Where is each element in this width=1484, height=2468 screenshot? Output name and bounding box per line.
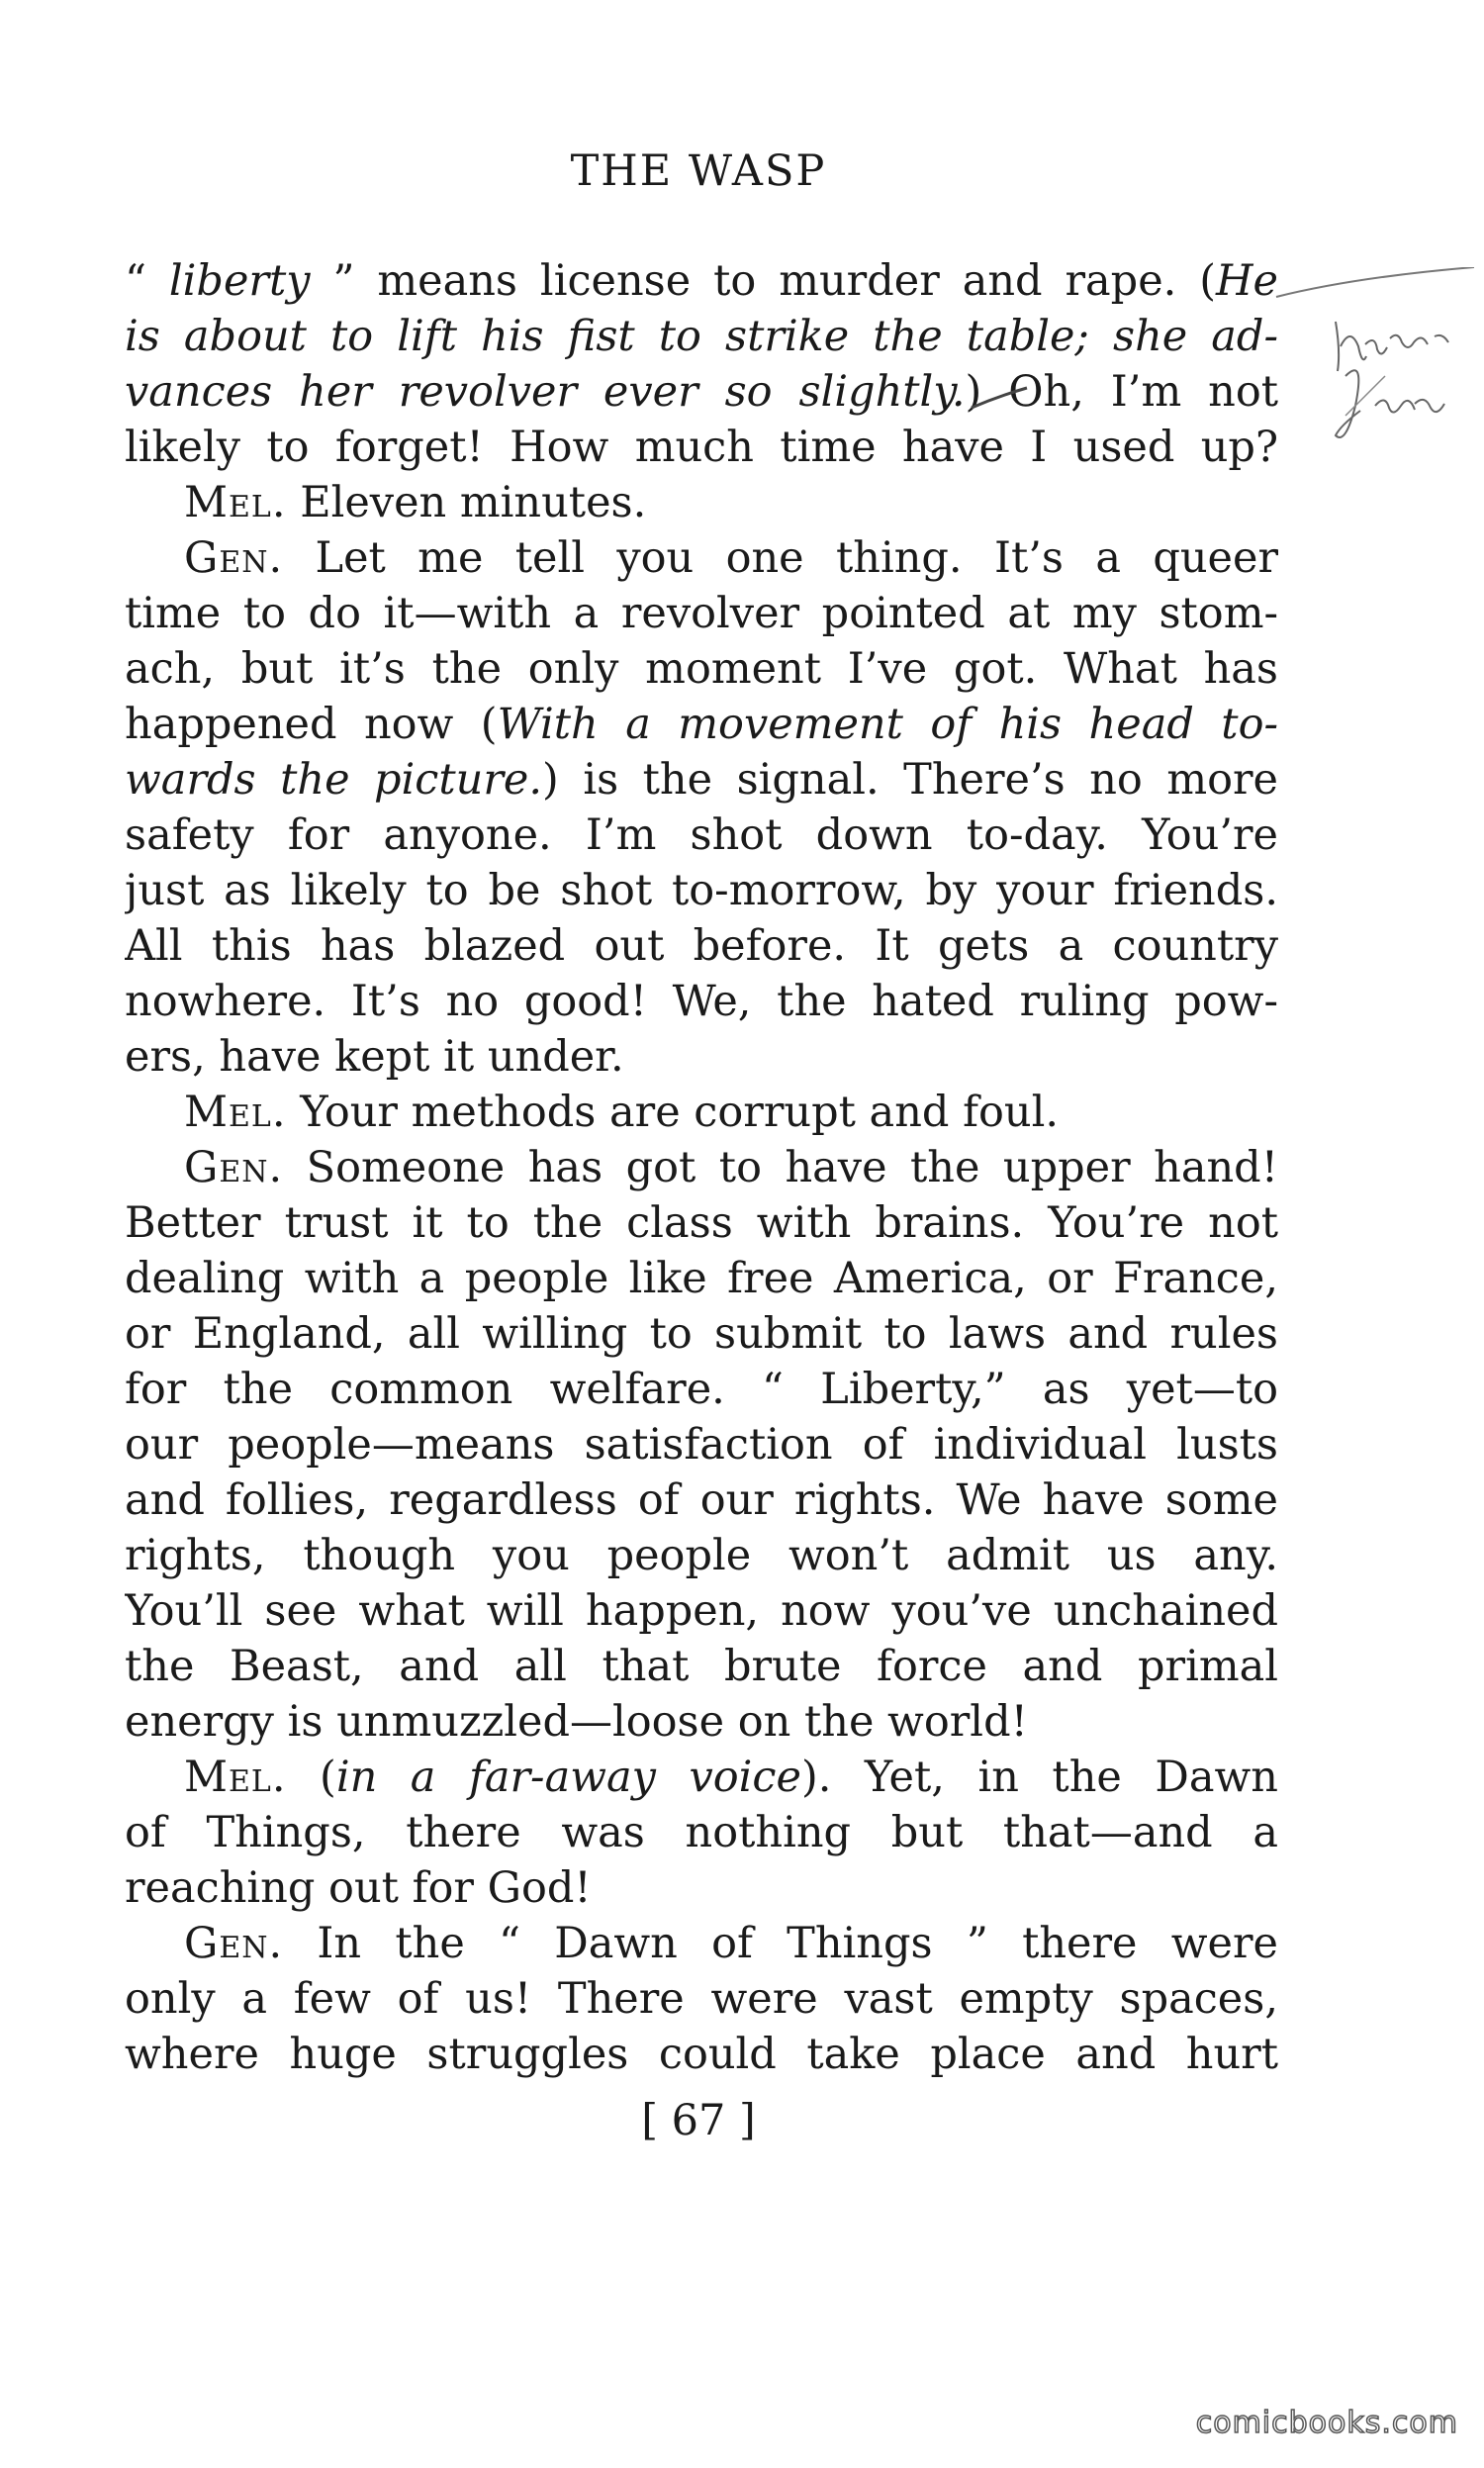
- dialogue-text: where huge struggles could take place and hurt: [125, 2030, 1278, 2079]
- text-line: [125, 1472, 1278, 1528]
- text-line: [125, 1528, 1278, 1583]
- text-line: [125, 1251, 1278, 1306]
- text-line: [125, 1639, 1278, 1694]
- text-line: [125, 1971, 1278, 2027]
- dialogue-text: You’ll see what will happen, now you’ve unchained: [125, 1586, 1278, 1636]
- dialogue-text: ) is the signal. There’s no more: [542, 755, 1278, 805]
- text-line: [125, 364, 1278, 420]
- dialogue-text: ) Oh, I’m not: [965, 367, 1278, 417]
- speaker-label: Gen.: [184, 1143, 284, 1192]
- text-line: [125, 1805, 1278, 1860]
- text-line: [125, 641, 1278, 697]
- stage-direction-text: liberty: [168, 256, 311, 306]
- dialogue-text: dealing with a people like free America, or France,: [125, 1254, 1278, 1303]
- text-line: [125, 918, 1278, 974]
- dialogue-text: (: [286, 1753, 336, 1802]
- dialogue-text: likely to forget! How much time have I used up?: [125, 423, 1278, 472]
- dialogue-text: reaching out for God!: [125, 1863, 592, 1913]
- text-line: [125, 1916, 1278, 1971]
- text-line: [125, 807, 1278, 863]
- pencil-strike-mark: [970, 386, 1029, 416]
- dialogue-text: ). Yet, in the Dawn: [800, 1753, 1278, 1802]
- text-line: [125, 974, 1278, 1029]
- dialogue-text: All this has blazed out before. It gets a country: [125, 921, 1278, 971]
- text-line: [125, 530, 1278, 586]
- dialogue-text: Better trust it to the class with brains. You’re not: [125, 1198, 1278, 1248]
- text-line: [125, 1306, 1278, 1362]
- stage-direction-text: is about to lift his fist to strike the table; she ad-: [125, 312, 1278, 361]
- dialogue-text: our people—means satisfaction of individual lusts: [125, 1420, 1278, 1470]
- dialogue-text: Eleven minutes.: [286, 478, 647, 527]
- text-line: [125, 1362, 1278, 1417]
- dialogue-text: “: [125, 256, 169, 306]
- text-line: [125, 253, 1278, 309]
- text-line: [125, 1140, 1278, 1195]
- dialogue-text: or England, all willing to submit to laws and rules: [125, 1309, 1278, 1359]
- dialogue-text: Your methods are corrupt and foul.: [286, 1088, 1059, 1137]
- handwritten-margin-note: [1266, 267, 1484, 485]
- stage-direction-text: He: [1216, 256, 1278, 306]
- text-line: [125, 420, 1278, 475]
- dialogue-text: Someone has got to have the upper hand!: [283, 1143, 1278, 1192]
- text-line: [125, 1195, 1278, 1251]
- text-line: [125, 1583, 1278, 1639]
- dialogue-text: In the “ Dawn of Things ” there were: [283, 1919, 1278, 1968]
- dialogue-text: for the common welfare. “ Liberty,” as yet—to: [125, 1365, 1278, 1414]
- dialogue-text: the Beast, and all that brute force and primal: [125, 1642, 1278, 1691]
- dialogue-text: happened now (: [125, 700, 498, 749]
- text-line: [125, 309, 1278, 364]
- dialogue-text: rights, though you people won’t admit us any.: [125, 1531, 1278, 1580]
- dialogue-text: of Things, there was nothing but that—and a: [125, 1808, 1278, 1857]
- dialogue-text: ers, have kept it under.: [125, 1032, 624, 1082]
- page-number: [ 67 ]: [641, 2096, 756, 2145]
- dialogue-text: and follies, regardless of our rights. We have some: [125, 1475, 1278, 1525]
- speaker-label: Mel.: [184, 478, 287, 527]
- body-text: [125, 253, 1278, 2082]
- speaker-label: Mel.: [184, 1088, 287, 1137]
- text-line: [125, 1860, 1278, 1916]
- dialogue-text: time to do it—with a revolver pointed at my stom-: [125, 589, 1278, 638]
- text-line: [125, 2027, 1278, 2082]
- dialogue-text: safety for anyone. I’m shot down to-day. You’re: [125, 810, 1278, 860]
- text-line: [125, 752, 1278, 807]
- speaker-label: Gen.: [184, 533, 284, 583]
- text-line: [125, 697, 1278, 752]
- stage-direction-text: vances her revolver ever so slightly.: [125, 367, 966, 417]
- text-line: [125, 1694, 1278, 1750]
- dialogue-text: ach, but it’s the only moment I’ve got. What has: [125, 644, 1278, 694]
- text-line: [125, 1750, 1278, 1805]
- text-line: [125, 863, 1278, 918]
- dialogue-text: ” means license to murder and rape. (: [310, 256, 1217, 306]
- text-line: [125, 1417, 1278, 1472]
- text-line: [125, 586, 1278, 641]
- stage-direction-text: With a movement of his head to-: [497, 700, 1278, 749]
- dialogue-text: just as likely to be shot to-morrow, by your friends.: [125, 866, 1278, 915]
- text-line: [125, 475, 1278, 530]
- speaker-label: Gen.: [184, 1919, 284, 1968]
- stage-direction-text: in a far-away voice: [335, 1753, 801, 1802]
- dialogue-text: only a few of us! There were vast empty spaces,: [125, 1974, 1278, 2024]
- dialogue-text: energy is unmuzzled—loose on the world!: [125, 1697, 1028, 1747]
- text-line: [125, 1085, 1278, 1140]
- watermark: comicbooks.com: [1195, 2406, 1458, 2440]
- dialogue-text: nowhere. It’s no good! We, the hated ruling pow-: [125, 977, 1278, 1026]
- dialogue-text: Let me tell you one thing. It’s a queer: [283, 533, 1278, 583]
- text-line: [125, 1029, 1278, 1085]
- running-head-title: THE WASP: [570, 146, 827, 196]
- speaker-label: Mel.: [184, 1753, 287, 1802]
- stage-direction-text: wards the picture.: [125, 755, 543, 805]
